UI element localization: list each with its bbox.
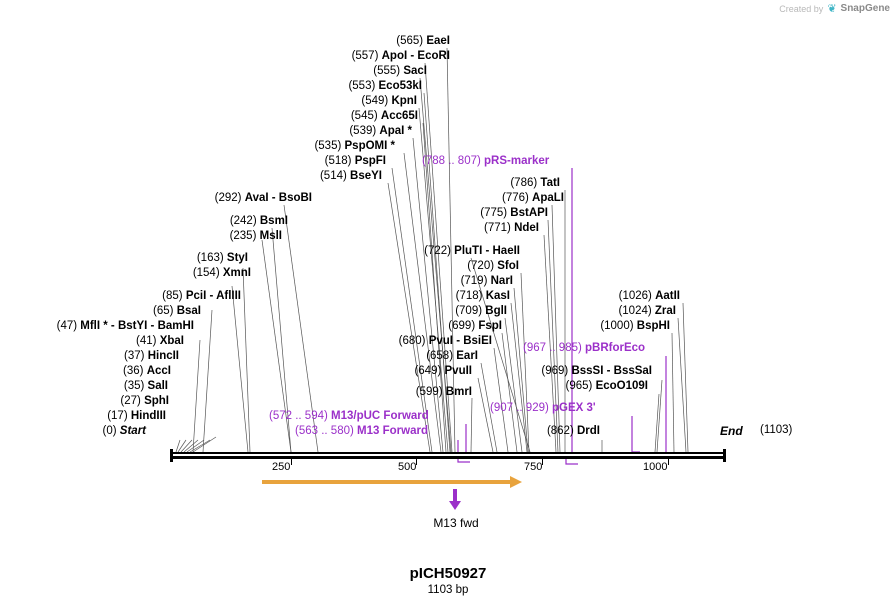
site-label-drdi[interactable] [450, 425, 600, 437]
site-label-bgli[interactable] [300, 305, 507, 317]
site-pos: (709) [455, 305, 483, 317]
feature-range: (907 .. 929) [490, 402, 549, 414]
site-label-bsssi-bsssai[interactable] [480, 365, 652, 377]
site-label-eaei[interactable] [210, 35, 450, 47]
site-name: Eco53kI [378, 80, 422, 92]
site-name: AatII [655, 290, 680, 302]
site-label-tati[interactable] [400, 177, 560, 189]
site-pos: (786) [510, 177, 538, 189]
site-label-sali[interactable] [14, 380, 168, 392]
feature-name: pGEX 3' [552, 402, 596, 414]
ruler-label-500: 500 [398, 461, 417, 473]
snapgene-brand: SnapGene [840, 3, 890, 14]
site-label-sphi[interactable] [14, 395, 169, 407]
site-pos: (969) [541, 365, 569, 377]
site-pos: (1024) [618, 305, 652, 317]
site-pos: (85) [162, 290, 183, 302]
site-label-pcii-afliii[interactable] [20, 290, 241, 302]
site-name: Acc65I [380, 110, 418, 122]
site-name: AvaI - BsoBI [244, 192, 312, 204]
site-pos: (658) [426, 350, 454, 362]
site-label-acc65i[interactable] [210, 110, 418, 122]
m13-fwd-primer-arrow[interactable] [449, 489, 461, 511]
end-marker-label: End [720, 424, 743, 438]
site-label-apai[interactable] [210, 125, 412, 137]
feature-label-m13-puc-forward[interactable] [269, 410, 429, 422]
site-label-pspomi[interactable] [190, 140, 395, 152]
site-name: SalI [147, 380, 168, 392]
site-name: SphI [144, 395, 169, 407]
site-pos: (0) [102, 425, 117, 437]
credit-prefix: Created by [779, 3, 824, 14]
site-name: PvuII [444, 365, 472, 377]
site-pos: (163) [196, 252, 224, 264]
site-label-nari[interactable] [300, 275, 513, 287]
site-label-avai-bsobi[interactable] [70, 192, 312, 204]
site-pos: (680) [398, 335, 426, 347]
site-pos: (549) [361, 95, 389, 107]
site-label-kasi[interactable] [300, 290, 510, 302]
site-label-apoi-ecori[interactable] [210, 50, 450, 62]
site-name: BstAPI [510, 207, 548, 219]
site-pos: (545) [350, 110, 378, 122]
feature-label-prs-marker[interactable] [422, 155, 549, 167]
site-pos: (649) [414, 365, 442, 377]
site-name: BspHI [636, 320, 670, 332]
site-name: ZraI [654, 305, 676, 317]
site-name: XmnI [222, 267, 251, 279]
site-pos: (36) [123, 365, 144, 377]
site-label-bsmi[interactable] [70, 215, 288, 227]
snapgene-leaf-icon: ❦ [827, 3, 837, 15]
end-marker-position: (1103) [760, 424, 793, 436]
site-pos: (718) [455, 290, 483, 302]
orf-arrow[interactable] [262, 476, 522, 488]
site-pos: (771) [484, 222, 511, 234]
site-pos: (599) [415, 386, 443, 398]
site-label-sfoi[interactable] [300, 260, 519, 272]
feature-name: M13/pUC Forward [331, 410, 429, 422]
primer-head [449, 501, 461, 510]
feature-label-pbrforeco[interactable] [523, 342, 645, 354]
site-pos: (242) [229, 215, 257, 227]
site-label-fspi[interactable] [300, 320, 502, 332]
site-pos: (35) [123, 380, 145, 392]
site-pos: (557) [351, 50, 379, 62]
site-label-xmni[interactable] [50, 267, 251, 279]
feature-name: M13 Forward [357, 425, 428, 437]
site-name: BsaI [176, 305, 201, 317]
site-label-pvui-bsiei[interactable] [280, 335, 492, 347]
site-pos: (776) [501, 192, 529, 204]
site-label-ecoo109i[interactable] [480, 380, 648, 392]
site-pos: (1000) [600, 320, 634, 332]
site-label-bmri[interactable] [280, 386, 472, 398]
feature-range: (788 .. 807) [422, 155, 481, 167]
site-name: XbaI [159, 335, 184, 347]
site-name: BglI [485, 305, 507, 317]
site-label-mfli-bstyi-bamhi[interactable] [2, 320, 194, 332]
site-name: AccI [146, 365, 171, 377]
site-name: BmrI [445, 386, 472, 398]
site-name: HindIII [130, 410, 166, 422]
ruler-tick-1000 [668, 459, 669, 465]
site-name: PspFI [354, 155, 386, 167]
site-name: HincII [147, 350, 179, 362]
site-pos: (535) [314, 140, 342, 152]
site-name: SacI [403, 65, 427, 77]
site-label-start[interactable] [4, 425, 146, 437]
site-label-msli[interactable] [70, 230, 282, 242]
site-label-bseyi[interactable] [190, 170, 382, 182]
site-name: ApaI * [379, 125, 412, 137]
site-pos: (518) [324, 155, 352, 167]
site-label-saci[interactable] [210, 65, 427, 77]
site-pos: (862) [546, 425, 574, 437]
site-name: EarI [456, 350, 478, 362]
m13-fwd-label: M13 fwd [433, 516, 479, 530]
site-pos: (154) [192, 267, 220, 279]
site-label-xbai[interactable] [20, 335, 184, 347]
site-pos: (47) [56, 320, 78, 332]
site-pos: (699) [448, 320, 476, 332]
site-label-apali[interactable] [400, 192, 564, 204]
ruler-label-250: 250 [272, 461, 291, 473]
site-label-aatii[interactable] [520, 290, 680, 302]
site-name: EaeI [426, 35, 450, 47]
site-label-pspfi[interactable] [190, 155, 386, 167]
site-name: DrdI [577, 425, 600, 437]
site-name: FspI [478, 320, 502, 332]
plasmid-backbone [170, 452, 726, 459]
site-label-ndei[interactable] [400, 222, 539, 234]
site-name: BssSI - BssSaI [571, 365, 652, 377]
feature-name: pRS-marker [484, 155, 550, 167]
site-name: MflI * - BstYI - BamHI [80, 320, 194, 332]
site-label-eco53ki[interactable] [210, 80, 422, 92]
backbone-end-cap [723, 449, 726, 462]
orf-arrow-shaft [262, 480, 512, 484]
site-pos: (1026) [618, 290, 652, 302]
site-label-hindiii[interactable] [4, 410, 166, 422]
site-pos: (719) [460, 275, 488, 287]
site-name: PluTI - HaeII [454, 245, 520, 257]
site-pos: (27) [120, 395, 141, 407]
site-name: TatI [540, 177, 560, 189]
site-pos: (720) [467, 260, 495, 272]
site-pos: (292) [214, 192, 242, 204]
site-label-kpni[interactable] [210, 95, 417, 107]
site-pos: (514) [319, 170, 347, 182]
site-pos: (775) [480, 207, 508, 219]
plasmid-length: 1103 bp [427, 584, 469, 596]
ruler-label-1000: 1000 [643, 461, 668, 473]
backbone-start-cap [170, 449, 173, 462]
site-name: EcoO109I [595, 380, 648, 392]
site-pos: (41) [136, 335, 157, 347]
site-label-pvuii[interactable] [280, 365, 472, 377]
feature-range: (563 .. 580) [295, 425, 354, 437]
site-label-styi[interactable] [50, 252, 248, 264]
site-name: PspOMI * [344, 140, 395, 152]
site-label-zrai[interactable] [520, 305, 676, 317]
site-label-acci[interactable] [14, 365, 171, 377]
ruler-label-750: 750 [524, 461, 543, 473]
site-label-eari[interactable] [280, 350, 478, 362]
site-name: PciI - AflIII [185, 290, 241, 302]
site-name: BseYI [350, 170, 382, 182]
site-name: ApoI - EcoRI [381, 50, 450, 62]
site-name: MslI [259, 230, 282, 242]
site-name: PvuI - BsiEI [428, 335, 492, 347]
site-pos: (17) [107, 410, 128, 422]
site-label-bsphi[interactable] [500, 320, 670, 332]
site-pos: (965) [565, 380, 593, 392]
site-name: SfoI [497, 260, 519, 272]
site-label-bstapi[interactable] [400, 207, 548, 219]
page-title: pICH50927 [409, 565, 487, 582]
site-pos: (565) [396, 35, 424, 47]
site-name: ApaLI [532, 192, 564, 204]
feature-range: (967 .. 985) [523, 342, 582, 354]
site-name: NdeI [514, 222, 539, 234]
ruler-tick-250 [291, 459, 292, 465]
feature-label-m13-forward[interactable] [295, 425, 428, 437]
feature-range: (572 .. 594) [269, 410, 328, 422]
site-label-pluti-haeii[interactable] [300, 245, 520, 257]
site-name: KasI [485, 290, 510, 302]
site-pos: (555) [373, 65, 401, 77]
site-name: StyI [226, 252, 248, 264]
credit-watermark [779, 2, 890, 15]
site-pos: (235) [229, 230, 257, 242]
site-label-bsai[interactable] [20, 305, 201, 317]
site-name: BsmI [259, 215, 288, 227]
orf-arrow-head [510, 476, 522, 488]
site-pos: (553) [348, 80, 376, 92]
site-name: KpnI [391, 95, 417, 107]
site-pos: (539) [349, 125, 377, 137]
site-pos: (722) [424, 245, 451, 257]
site-pos: (65) [153, 305, 174, 317]
site-name: Start [119, 425, 146, 437]
site-name: NarI [490, 275, 513, 287]
site-label-hincii[interactable] [14, 350, 179, 362]
site-pos: (37) [124, 350, 145, 362]
feature-name: pBRforEco [585, 342, 646, 354]
feature-label-pgex3[interactable] [490, 402, 596, 414]
